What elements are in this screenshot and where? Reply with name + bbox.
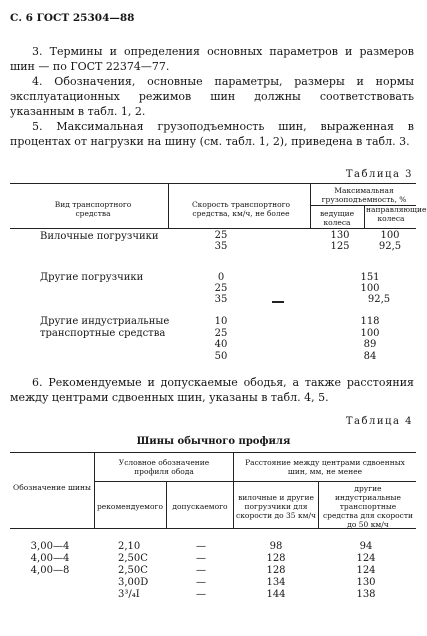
table4-col-other: другие индустриальные транспортные средства для скорости до 50 км/ч	[322, 484, 414, 529]
table3-header-rule	[10, 228, 416, 229]
table4-caption: Таблица 4	[345, 416, 413, 427]
table4-tire-1: 3,00—4	[30, 541, 70, 552]
table3-col-steer: направляющие колеса	[366, 205, 427, 223]
table4-col-perm: допускаемого	[172, 502, 228, 511]
table3-divider-3	[364, 205, 365, 228]
table3-row3-speed: 10 25 40 50	[214, 316, 228, 362]
table4-col-dist: Расстояние между центрами сдвоенных шин, мм, не менее	[245, 458, 405, 476]
table4-col-forklift: вилочные и другие погрузчики для скорости до 35 км/ч	[236, 493, 316, 520]
table4-divider-1	[94, 452, 95, 528]
table4-perm: — — — — —	[196, 541, 206, 600]
paragraph-5: 5. Максимальная грузоподъемность шин, выраженная в процентах от нагрузки на шину (см. табл. 1, 2), приведена в табл. 3.	[10, 120, 414, 148]
table4-divider-4	[318, 481, 319, 528]
table3-scan-mark	[272, 301, 284, 303]
table3-row2-speed: 0 25 35	[214, 272, 228, 305]
table3-row2-vehicle: Другие погрузчики	[40, 272, 144, 283]
table4-title: Шины обычного профиля	[136, 436, 291, 447]
table3-col-max: Максимальная грузоподъемность, %	[321, 186, 407, 204]
table3-top-rule	[10, 183, 416, 184]
table3-col-vehicle: Вид транспортного средства	[54, 200, 132, 218]
table4-tire-3: 4,00—8	[30, 565, 70, 576]
table3-row3-vehicle: Другие индустриальные транспортные средства	[40, 316, 170, 339]
table3-col-speed: Скорость транспортного средства, км/ч, не более	[191, 200, 291, 218]
table3-caption: Таблица 3	[345, 169, 413, 180]
table3-row1-speed: 25 35	[214, 230, 228, 252]
table4-other: 94 124 124 130 138	[356, 541, 376, 600]
table4-subheader-rule	[94, 481, 416, 482]
paragraph-3: 3. Термины и определения основных параметров и размеров шин — по ГОСТ 22374—77.	[10, 45, 414, 73]
table3-row1-vehicle: Вилочные погрузчики	[40, 231, 159, 242]
table4-divider-2	[166, 481, 167, 528]
page-header: С. 6 ГОСТ 25304—88	[10, 12, 135, 24]
table3-row1-drive: 130 125	[330, 230, 350, 252]
paragraph-4: 4. Обозначения, основные параметры, размеры и нормы эксплуатационных режимов шин должны соответствовать указанным в табл. 1, 2.	[10, 75, 414, 118]
table3-divider-1	[168, 183, 169, 228]
paragraph-6: 6. Рекомендуемые и допускаемые ободья, а также расстояния между центрами сдвоенных шин, указаны в табл. 4, 5.	[10, 376, 414, 404]
table4-divider-3	[233, 452, 234, 528]
table3-col-drive: ведущие колеса	[319, 209, 355, 227]
table4-tires	[20, 541, 80, 577]
table3-row2-capacity: 151 100 92,5	[360, 272, 391, 305]
table4-forklift: 98 128 128 134 144	[266, 541, 286, 600]
table3-row3-capacity: 118 100 89 84	[360, 316, 380, 362]
table4-col-rim: Условное обозначение профиля обода	[118, 458, 210, 476]
table4-col-tire: Обозначение шины	[13, 483, 91, 492]
table4-tire-2: 4,00—4	[30, 553, 70, 564]
table3-divider-2	[310, 183, 311, 228]
table4-rec: 2,10 2,50C 2,50C 3,00D 3³/₄I	[118, 541, 149, 600]
table4-top-rule	[10, 452, 416, 453]
table4-col-rec: рекомендуемого	[97, 502, 163, 511]
table3-row1-steer: 100 92,5	[378, 230, 402, 252]
